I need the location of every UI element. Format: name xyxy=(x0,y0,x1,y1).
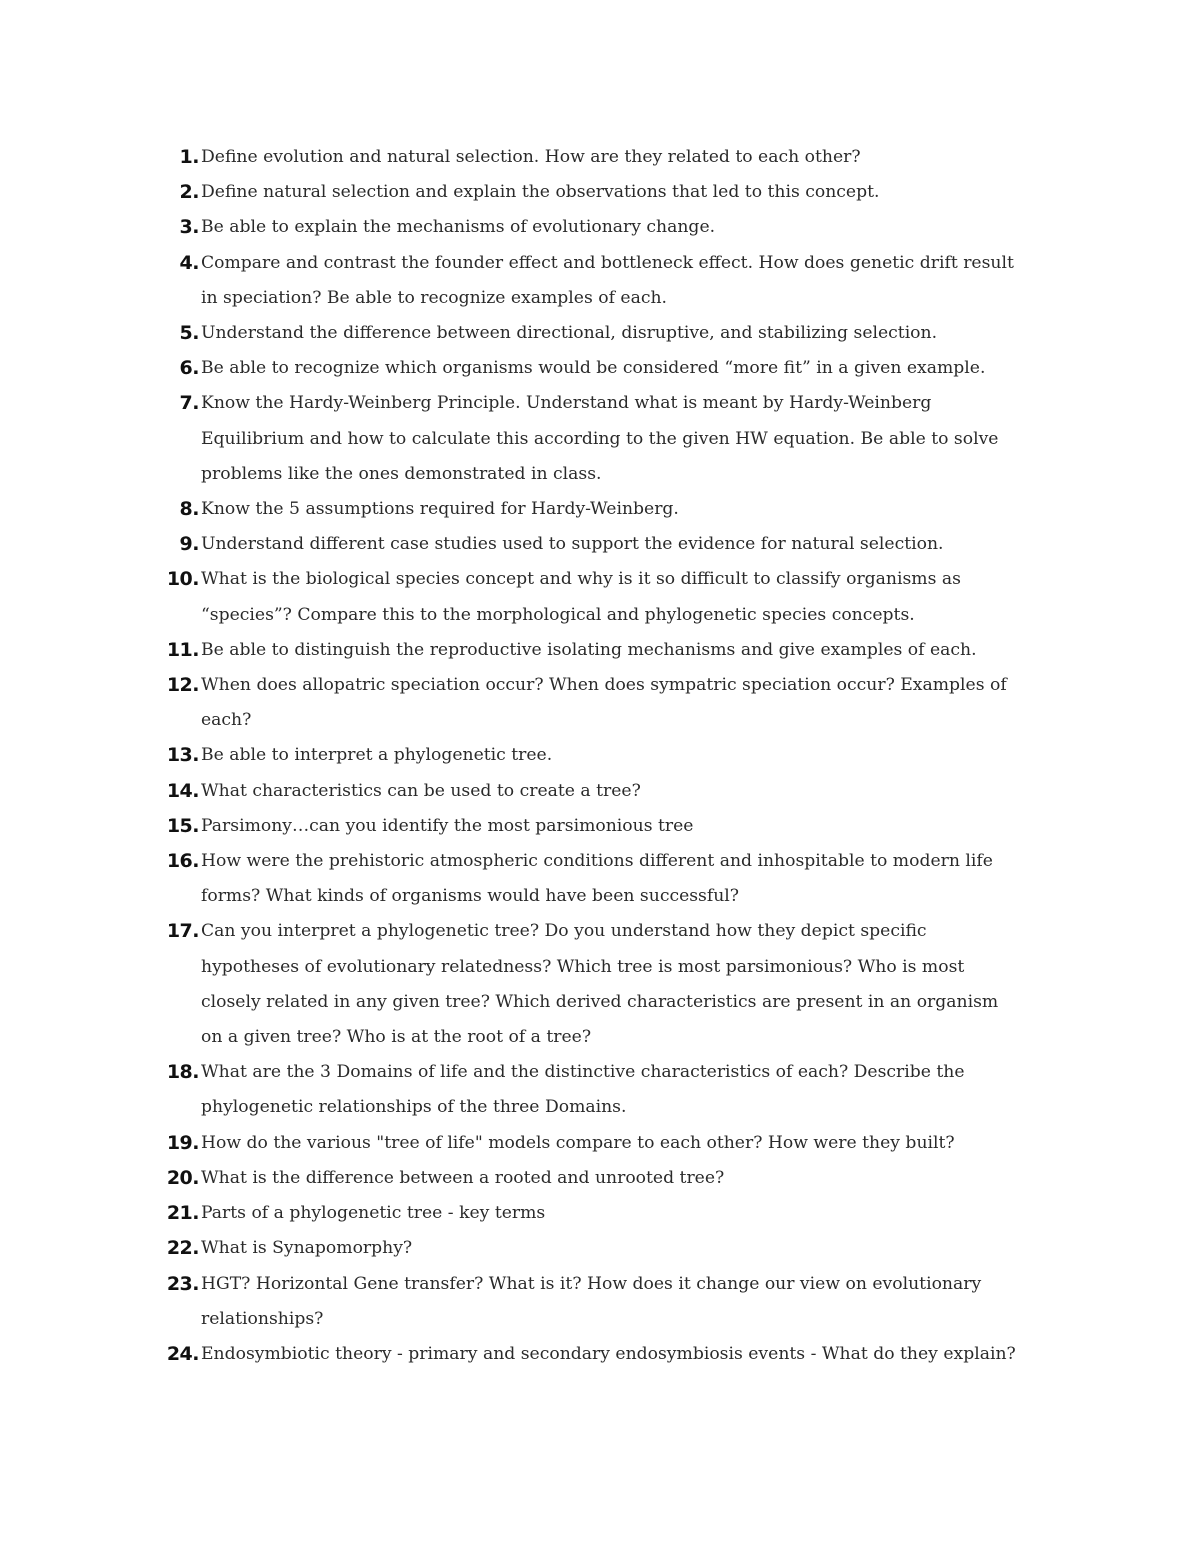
question-text: Know the 5 assumptions required for Hardy-Weinberg. xyxy=(201,499,679,520)
question-text: Be able to recognize which organisms would be considered “more fit” in a given example. xyxy=(201,358,986,379)
list-item xyxy=(161,1337,1021,1372)
list-item xyxy=(161,386,1021,492)
question-number: 12. xyxy=(166,674,199,697)
question-text: Understand the difference between directional, disruptive, and stabilizing selection. xyxy=(201,323,938,344)
question-number: 13. xyxy=(166,744,199,767)
question-text: What is Synapomorphy? xyxy=(201,1238,413,1259)
list-item xyxy=(161,633,1021,668)
question-number: 2. xyxy=(179,181,199,204)
question-text: Can you interpret a phylogenetic tree? Do you understand how they depict specific hypotheses of evolutionary relatedness? Which tree is most parsimonious? Who is most closely related in any given tree? Which derived characteristics are present in an organism on a given tree? Who is at the root of a tree? xyxy=(201,921,999,1048)
question-text: What characteristics can be used to create a tree? xyxy=(201,780,641,801)
question-number: 9. xyxy=(179,533,199,556)
question-text: Parsimony…can you identify the most parsimonious tree xyxy=(201,815,694,836)
list-item xyxy=(161,774,1021,809)
question-number: 20. xyxy=(166,1166,199,1189)
question-number: 24. xyxy=(166,1342,199,1365)
question-number: 15. xyxy=(166,814,199,837)
question-text: Know the Hardy-Weinberg Principle. Understand what is meant by Hardy-Weinberg Equilibrium and how to calculate this according to the given HW equation. Be able to solve problems like the ones demonstrated in class. xyxy=(201,393,999,484)
list-item xyxy=(161,914,1021,1055)
question-text: Be able to interpret a phylogenetic tree. xyxy=(201,745,553,766)
question-text: When does allopatric speciation occur? When does sympatric speciation occur? Examples of each? xyxy=(201,675,1007,731)
question-number: 10. xyxy=(166,568,199,591)
list-item xyxy=(161,527,1021,562)
question-text: Understand different case studies used to support the evidence for natural selection. xyxy=(201,534,944,555)
question-number: 19. xyxy=(166,1131,199,1154)
question-number: 17. xyxy=(166,920,199,943)
question-text: Be able to distinguish the reproductive isolating mechanisms and give examples of each. xyxy=(201,639,977,660)
list-item xyxy=(161,492,1021,527)
list-item xyxy=(161,210,1021,245)
question-number: 21. xyxy=(166,1202,199,1225)
question-text: Define natural selection and explain the observations that led to this concept. xyxy=(201,182,880,203)
question-text: Parts of a phylogenetic tree - key terms xyxy=(201,1203,546,1224)
question-number: 5. xyxy=(179,322,199,345)
question-number: 22. xyxy=(166,1237,199,1260)
question-text: Be able to explain the mechanisms of evolutionary change. xyxy=(201,217,716,238)
list-item xyxy=(161,1196,1021,1231)
question-text: Endosymbiotic theory - primary and secondary endosymbiosis events - What do they explain? xyxy=(201,1343,1016,1364)
question-number: 1. xyxy=(179,146,199,168)
question-number: 3. xyxy=(179,216,199,239)
question-list xyxy=(161,140,1021,1372)
question-number: 23. xyxy=(166,1272,199,1295)
list-item xyxy=(161,809,1021,844)
question-number: 7. xyxy=(179,392,199,415)
question-number: 11. xyxy=(166,638,199,661)
question-number: 16. xyxy=(166,850,199,873)
question-text: How were the prehistoric atmospheric conditions different and inhospitable to modern life forms? What kinds of organisms would have been successful? xyxy=(201,851,993,907)
question-number: 4. xyxy=(179,251,199,274)
list-item xyxy=(161,351,1021,386)
list-item xyxy=(161,1055,1021,1125)
list-item xyxy=(161,316,1021,351)
list-item xyxy=(161,246,1021,316)
list-item xyxy=(161,1126,1021,1161)
question-number: 14. xyxy=(166,779,199,802)
question-text: How do the various "tree of life" models compare to each other? How were they built? xyxy=(201,1132,955,1153)
question-text: What are the 3 Domains of life and the distinctive characteristics of each? Describe the phylogenetic relationships of the three Domains. xyxy=(201,1062,965,1118)
question-text: Compare and contrast the founder effect and bottleneck effect. How does genetic drift result in speciation? Be able to recognize examples of each. xyxy=(201,252,1014,308)
question-text: What is the biological species concept and why is it so difficult to classify organisms as “species”? Compare this to the morphological and phylogenetic species concepts. xyxy=(201,569,961,625)
question-number: 18. xyxy=(166,1061,199,1084)
question-text: What is the difference between a rooted and unrooted tree? xyxy=(201,1167,725,1188)
question-text: HGT? Horizontal Gene transfer? What is it? How does it change our view on evolutionary relationships? xyxy=(201,1273,982,1329)
list-item xyxy=(161,844,1021,914)
list-item xyxy=(161,562,1021,632)
question-number: 6. xyxy=(179,357,199,380)
list-item xyxy=(161,1267,1021,1337)
list-item xyxy=(161,1231,1021,1266)
list-item xyxy=(161,668,1021,738)
list-item xyxy=(161,738,1021,773)
question-text: Define evolution and natural selection. How are they related to each other? xyxy=(201,147,861,167)
question-number: 8. xyxy=(179,498,199,521)
list-item xyxy=(161,175,1021,210)
list-item xyxy=(161,140,1021,175)
list-item xyxy=(161,1161,1021,1196)
